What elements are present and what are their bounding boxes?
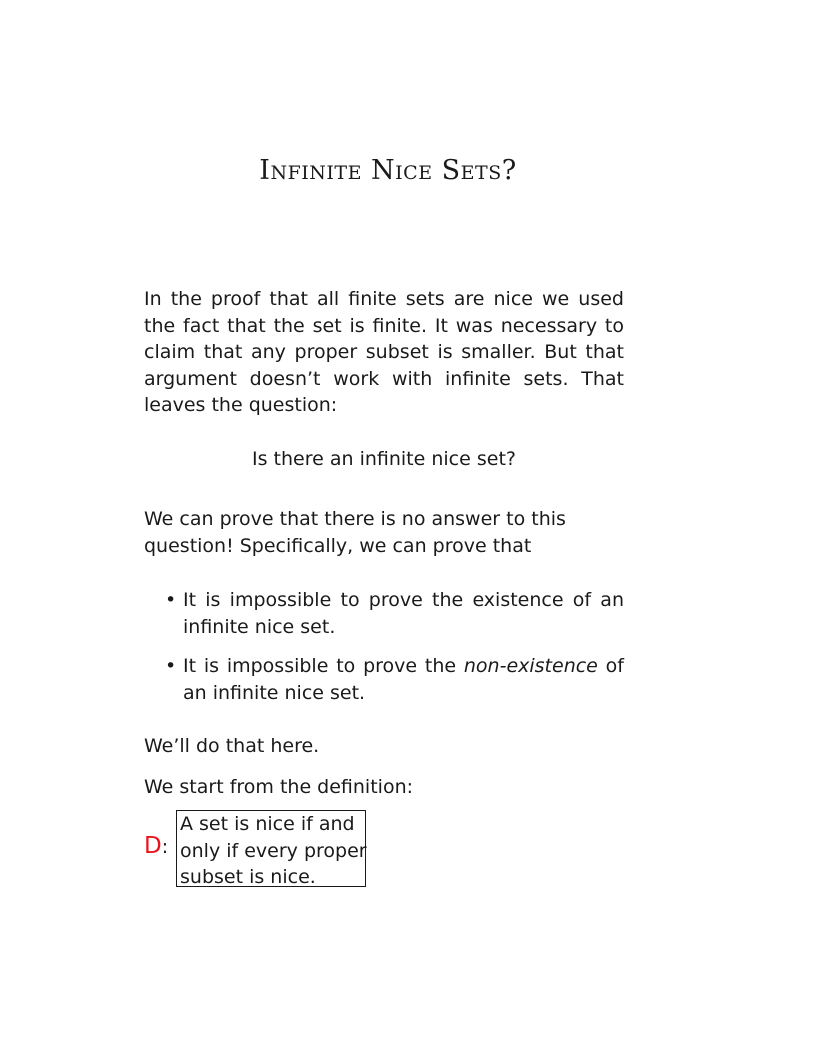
intro-paragraph: In the proof that all finite sets are nice we used the fact that the set is finite. It was necessary to claim that any proper subset is smaller. But that argument doesn’t work with infinite sets. That leaves the question: [144,288,624,417]
definition-intro: We start from the definition: [144,776,414,798]
claim-paragraph: We can prove that there is no answer to this question! Specifically, we can prove that [144,508,566,557]
bullet-icon: • [165,655,177,678]
definition-line: A set is nice if and [180,813,355,835]
list-item [144,587,624,640]
claims-list [144,587,624,719]
bullet-icon: • [165,589,177,611]
definition-colon: : [161,836,169,858]
list-item-text-after: of an infinite nice set. [183,655,624,704]
definition-line: subset is nice. [180,866,316,889]
definition-marker [144,832,168,861]
list-item-text: It is impossible to prove the existence of an infinite nice set. [183,589,624,638]
definition-line: only if every proper [180,839,367,862]
definition-box [176,810,366,887]
page-title: Infinite Nice Sets? [259,155,517,186]
list-item [144,653,624,706]
plan-paragraph: We’ll do that here. [144,735,320,757]
list-item-text-before: It is impossible to prove the [183,655,464,678]
emphasized-term: non-existence [463,655,598,678]
definition-letter: D [144,833,162,859]
central-question: Is there an infinite nice set? [252,448,516,470]
